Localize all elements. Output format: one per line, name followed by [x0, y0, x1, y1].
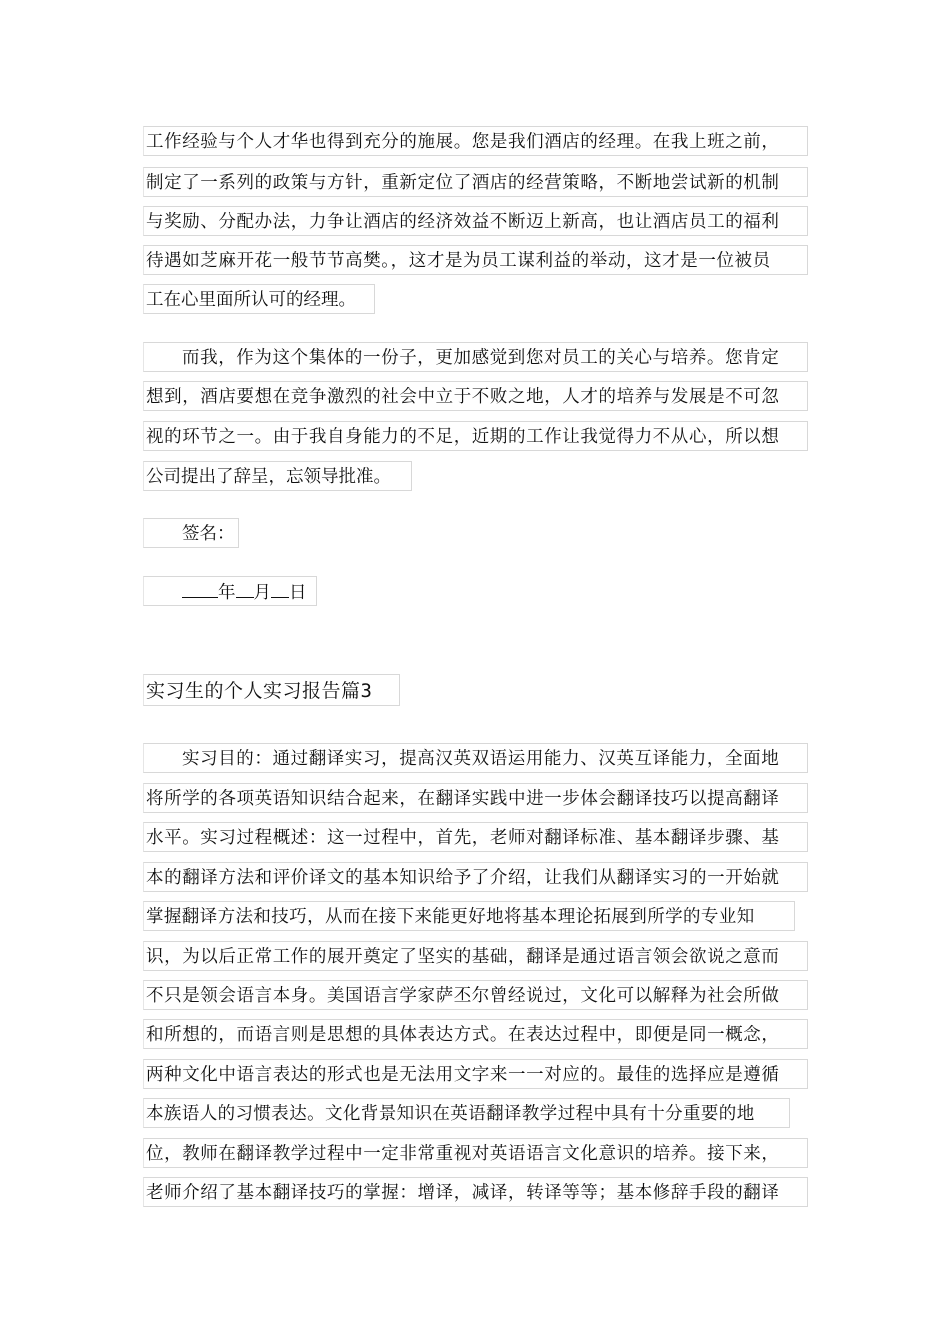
paragraph-3-line-9: 两种文化中语言表达的形式也是无法用文字来一一对应的。最佳的选择应是遵循: [143, 1059, 808, 1089]
signature-label: 签名：: [182, 524, 235, 544]
paragraph-3-line-7: 不只是领会语言本身。美国语言学家萨丕尔曾经说过，文化可以解释为社会所做: [143, 980, 808, 1010]
month-blank: [236, 577, 254, 598]
paragraph-2-line-1: 而我，作为这个集体的一份子，更加感觉到您对员工的关心与培养。您肯定: [143, 342, 808, 372]
signature-line: [143, 518, 239, 548]
paragraph-1-line-1: 工作经验与个人才华也得到充分的施展。您是我们酒店的经理。在我上班之前，: [143, 126, 808, 156]
paragraph-2-line-2: 想到，酒店要想在竞争激烈的社会中立于不败之地，人才的培养与发展是不可忽: [143, 381, 808, 411]
paragraph-3-line-1: 实习目的：通过翻译实习，提高汉英双语运用能力、汉英互译能力，全面地: [143, 743, 808, 773]
paragraph-1-line-5: 工在心里面所认可的经理。: [143, 284, 375, 314]
paragraph-3-line-11: 位，教师在翻译教学过程中一定非常重视对英语语言文化意识的培养。接下来，: [143, 1138, 808, 1168]
paragraph-3-line-2: 将所学的各项英语知识结合起来，在翻译实践中进一步体会翻译技巧以提高翻译: [143, 783, 808, 813]
paragraph-1-line-3: 与奖励、分配办法，力争让酒店的经济效益不断迈上新高，也让酒店员工的福利: [143, 206, 808, 236]
day-blank: [271, 577, 289, 598]
paragraph-3-line-6: 识，为以后正常工作的展开奠定了坚实的基础，翻译是通过语言领会欲说之意而: [143, 941, 808, 971]
date-line: [143, 576, 317, 606]
year-blank: [182, 577, 218, 598]
paragraph-3-line-5: 掌握翻译方法和技巧，从而在接下来能更好地将基本理论拓展到所学的专业知: [143, 901, 795, 931]
paragraph-3-line-12: 老师介绍了基本翻译技巧的掌握：增译，减译，转译等等；基本修辞手段的翻译: [143, 1177, 808, 1207]
date-month-label: 月: [253, 583, 271, 603]
date-year-label: 年: [218, 583, 236, 603]
paragraph-2-line-3: 视的环节之一。由于我自身能力的不足，近期的工作让我觉得力不从心，所以想: [143, 421, 808, 451]
paragraph-2-line-4: 公司提出了辞呈，忘领导批准。: [143, 461, 412, 491]
paragraph-1-line-2: 制定了一系列的政策与方针，重新定位了酒店的经营策略，不断地尝试新的机制: [143, 167, 808, 197]
paragraph-3-line-3: 水平。实习过程概述：这一过程中，首先，老师对翻译标准、基本翻译步骤、基: [143, 822, 808, 852]
paragraph-1-line-4: 待遇如芝麻开花一般节节高樊。，这才是为员工谋利益的举动，这才是一位被员: [143, 245, 808, 275]
paragraph-3-line-4: 本的翻译方法和评价译文的基本知识给予了介绍，让我们从翻译实习的一开始就: [143, 862, 808, 892]
date-day-label: 日: [289, 583, 307, 603]
paragraph-3-line-8: 和所想的，而语言则是思想的具体表达方式。在表达过程中，即便是同一概念，: [143, 1019, 808, 1049]
paragraph-3-line-10: 本族语人的习惯表达。文化背景知识在英语翻译教学过程中具有十分重要的地: [143, 1098, 790, 1128]
section-heading: 实习生的个人实习报告篇3: [143, 674, 400, 706]
